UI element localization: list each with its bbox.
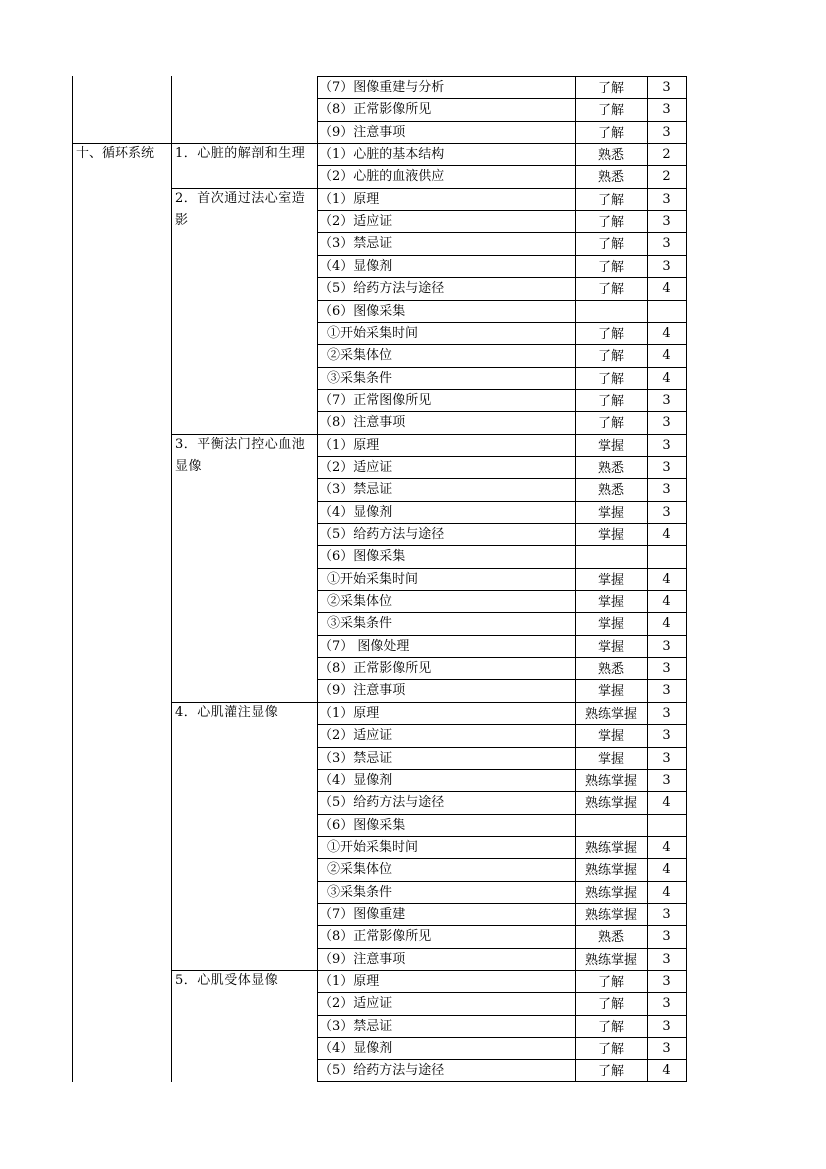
item-level: 4 (662, 795, 671, 811)
item-requirement: 熟练掌握 (584, 885, 637, 901)
item-content: （2）适应证 (319, 728, 393, 744)
item-requirement: 了解 (597, 975, 624, 990)
item-requirement: 了解 (597, 237, 624, 253)
item-content: ①开始采集时间 (327, 571, 419, 587)
column-line (72, 76, 73, 1082)
item-content: （9）注意事项 (319, 124, 406, 140)
item-content: （3）禁忌证 (319, 750, 393, 766)
item-level: 2 (662, 147, 671, 163)
system-name: 十、循环系统 (76, 146, 155, 162)
item-level: 3 (662, 638, 671, 654)
item-level: 3 (662, 661, 671, 677)
column-line (575, 76, 576, 1082)
item-requirement: 了解 (597, 259, 624, 275)
item-level: 4 (662, 1063, 671, 1079)
item-requirement: 熟悉 (597, 460, 624, 476)
topic-name: 4．心肌灌注显像 (175, 704, 279, 720)
item-content: ①开始采集时间 (327, 839, 419, 855)
item-requirement: 熟练掌握 (584, 840, 637, 856)
item-content: （7） 图像处理 (319, 638, 410, 654)
item-content: （5）给药方法与途径 (319, 281, 445, 297)
item-content: （1）原理 (319, 191, 380, 207)
item-content: （7）图像重建与分析 (319, 80, 445, 95)
item-content: （1）心脏的基本结构 (319, 147, 445, 163)
topic-name: 1．心脏的解剖和生理 (175, 146, 306, 162)
item-content: ②采集体位 (327, 348, 393, 364)
item-content: （2）适应证 (319, 214, 393, 230)
item-content: （7）图像重建 (319, 906, 406, 922)
item-content: （9）注意事项 (319, 683, 406, 699)
item-content: ③采集条件 (327, 884, 393, 900)
item-level: 4 (662, 884, 671, 900)
item-level: 2 (662, 169, 671, 185)
item-requirement: 掌握 (597, 505, 624, 521)
item-requirement: 了解 (597, 282, 624, 298)
item-level: 3 (662, 214, 671, 230)
item-level: 3 (662, 236, 671, 252)
item-level: 3 (662, 750, 671, 766)
item-level: 4 (662, 616, 671, 632)
item-requirement: 熟练掌握 (584, 952, 637, 968)
item-level: 3 (662, 906, 671, 922)
item-level: 4 (662, 527, 671, 542)
item-level: 3 (662, 772, 671, 788)
item-content: （3）禁忌证 (319, 236, 393, 252)
item-requirement: 掌握 (597, 595, 624, 611)
item-content: ③采集条件 (327, 616, 393, 632)
item-content: （4）显像剂 (319, 258, 393, 274)
item-level: 3 (662, 1041, 671, 1057)
item-level: 3 (662, 929, 671, 945)
item-content: ②采集体位 (327, 862, 393, 878)
item-level: 3 (662, 437, 671, 453)
item-level: 3 (662, 459, 671, 475)
item-content: （5）给药方法与途径 (319, 527, 445, 542)
item-requirement: 了解 (597, 349, 624, 365)
item-requirement: 了解 (597, 215, 624, 231)
item-requirement: 了解 (597, 1042, 624, 1058)
item-requirement: 熟练掌握 (584, 907, 637, 923)
item-level: 4 (662, 862, 671, 878)
item-requirement: 了解 (597, 103, 624, 119)
item-requirement: 熟悉 (597, 148, 624, 164)
item-requirement: 了解 (597, 125, 624, 141)
item-content: （8）正常影像所见 (319, 102, 432, 118)
item-level: 3 (662, 728, 671, 744)
item-requirement: 熟悉 (597, 662, 624, 678)
item-level: 4 (662, 594, 671, 610)
item-content: （9）注意事项 (319, 951, 406, 967)
item-content: （4）显像剂 (319, 504, 393, 520)
item-requirement: 了解 (597, 192, 624, 208)
item-requirement: 掌握 (597, 617, 624, 633)
item-level: 4 (662, 348, 671, 364)
item-requirement: 掌握 (597, 572, 624, 588)
item-requirement: 了解 (597, 1064, 624, 1080)
item-level: 4 (662, 281, 671, 297)
item-content: （2）心脏的血液供应 (319, 169, 445, 185)
row-divider (317, 1081, 686, 1082)
topic-name: 5．心肌受体显像 (175, 973, 279, 988)
item-requirement: 熟练掌握 (584, 773, 637, 789)
item-content: （7）正常图像所见 (319, 392, 432, 408)
item-requirement: 掌握 (597, 438, 624, 454)
item-level: 3 (662, 482, 671, 498)
item-content: （1）原理 (319, 705, 380, 721)
item-level: 3 (662, 415, 671, 431)
item-requirement: 了解 (597, 1019, 624, 1035)
item-content: （8）注意事项 (319, 415, 406, 431)
item-level: 3 (662, 974, 671, 989)
item-level: 3 (662, 683, 671, 699)
item-content: （8）正常影像所见 (319, 661, 432, 677)
item-level: 4 (662, 571, 671, 587)
column-line (686, 76, 687, 1082)
item-level: 4 (662, 839, 671, 855)
item-level: 3 (662, 705, 671, 721)
item-level: 3 (662, 258, 671, 274)
item-content: ①开始采集时间 (327, 325, 419, 341)
item-level: 3 (662, 392, 671, 408)
column-line (647, 76, 648, 1082)
item-level: 4 (662, 370, 671, 386)
item-content: ③采集条件 (327, 370, 393, 386)
column-line (317, 76, 318, 1082)
item-requirement: 掌握 (597, 751, 624, 767)
item-content: （8）正常影像所见 (319, 929, 432, 945)
item-requirement: 了解 (597, 81, 624, 96)
item-requirement: 熟练掌握 (584, 706, 637, 722)
item-content: （4）显像剂 (319, 772, 393, 788)
item-content: （6）图像采集 (319, 817, 406, 833)
item-content: （3）禁忌证 (319, 1018, 393, 1034)
item-level: 3 (662, 191, 671, 207)
item-content: （5）给药方法与途径 (319, 1063, 445, 1079)
item-content: （5）给药方法与途径 (319, 795, 445, 811)
item-level: 3 (662, 80, 671, 95)
item-requirement: 了解 (597, 997, 624, 1013)
item-content: （6）图像采集 (319, 549, 406, 565)
item-requirement: 掌握 (597, 639, 624, 655)
item-content: （2）适应证 (319, 459, 393, 475)
item-requirement: 熟悉 (597, 483, 624, 499)
item-content: （4）显像剂 (319, 1041, 393, 1057)
item-level: 3 (662, 102, 671, 118)
item-requirement: 了解 (597, 393, 624, 409)
item-level: 3 (662, 951, 671, 967)
item-requirement: 了解 (597, 371, 624, 387)
item-requirement: 熟练掌握 (584, 796, 637, 812)
topic-name: 3．平衡法门控心血池显像 (175, 436, 306, 474)
item-requirement: 了解 (597, 326, 624, 342)
item-requirement: 了解 (597, 416, 624, 432)
item-requirement: 掌握 (597, 684, 624, 700)
item-level: 3 (662, 504, 671, 520)
topic-name: 2．首次通过法心室造影 (175, 190, 306, 228)
item-level: 4 (662, 325, 671, 341)
item-requirement: 熟悉 (597, 170, 624, 186)
item-level: 3 (662, 1018, 671, 1034)
item-content: （1）原理 (319, 974, 380, 989)
item-requirement: 熟悉 (597, 930, 624, 946)
item-content: （6）图像采集 (319, 303, 406, 319)
item-level: 3 (662, 996, 671, 1012)
item-requirement: 掌握 (597, 528, 624, 543)
item-level: 3 (662, 124, 671, 140)
column-line (171, 76, 172, 1082)
item-requirement: 熟练掌握 (584, 863, 637, 879)
item-requirement: 掌握 (597, 729, 624, 745)
item-content: （3）禁忌证 (319, 482, 393, 498)
item-content: （2）适应证 (319, 996, 393, 1012)
item-content: ②采集体位 (327, 594, 393, 610)
item-content: （1）原理 (319, 437, 380, 453)
